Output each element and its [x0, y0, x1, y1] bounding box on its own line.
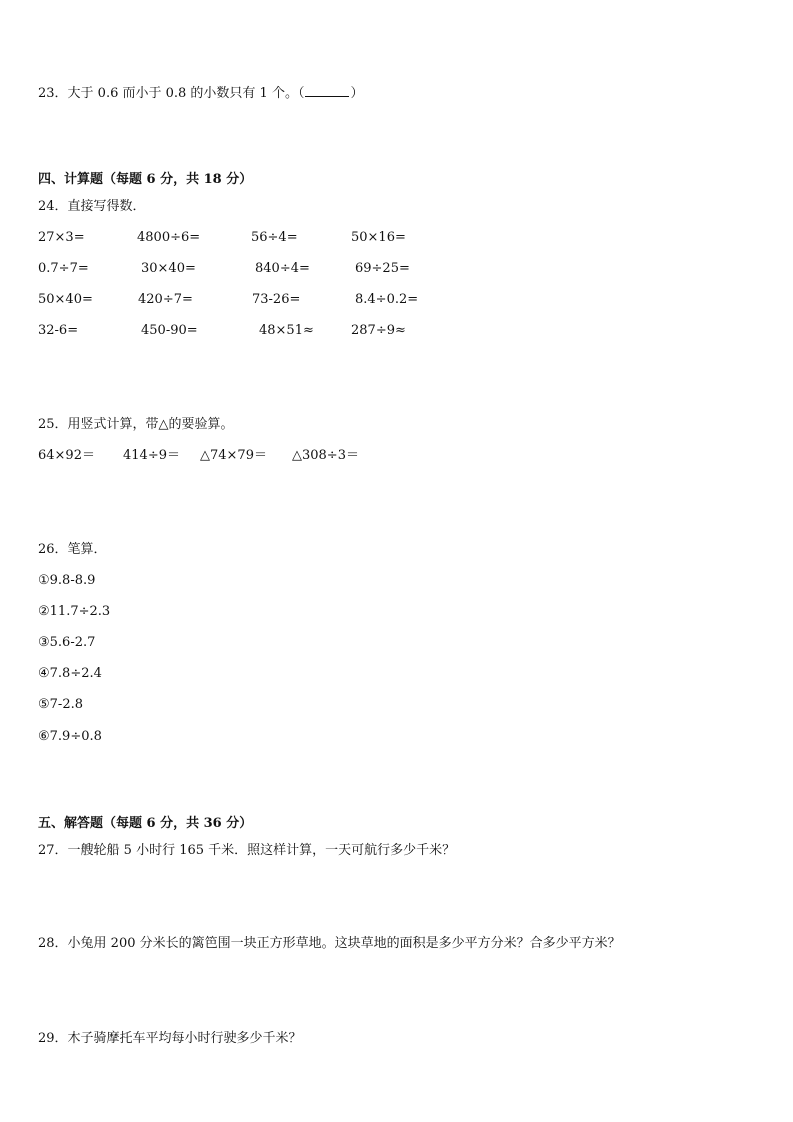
calc-item: 0.7÷7=: [38, 261, 89, 276]
vertical-calc-item: 414÷9＝: [123, 448, 180, 463]
question-23: [38, 84, 363, 102]
written-calc-item: ⑤7-2.8: [38, 697, 83, 712]
calc-item: 73-26=: [252, 292, 301, 307]
calc-item: 4800÷6=: [137, 230, 201, 245]
question-26: [38, 542, 107, 558]
vertical-calc-item: △74×79＝: [200, 448, 267, 463]
calc-item: 32-6=: [38, 323, 79, 338]
question-number: 25．: [38, 417, 68, 432]
question-text: 一艘轮船 5 小时行 165 千米．照这样计算，一天可航行多少千米？: [67, 843, 456, 858]
question-number: 28．: [38, 936, 68, 951]
question-28: [38, 936, 621, 952]
question-number: 24．: [38, 199, 68, 214]
question-text: 笔算．: [67, 542, 107, 557]
vertical-calc-item: △308÷3＝: [292, 448, 359, 463]
calc-item: 420÷7=: [138, 292, 193, 307]
calc-item: 69÷25=: [355, 261, 410, 276]
calc-item: 56÷4=: [251, 230, 298, 245]
question-text: 大于 0.6 而小于 0.8 的小数只有 1 个。（: [67, 86, 305, 101]
written-calc-item: ④7.8÷2.4: [38, 666, 102, 681]
question-number: 29．: [38, 1031, 68, 1046]
calc-item: 50×40=: [38, 292, 93, 307]
question-text-end: ）: [350, 86, 364, 101]
written-calc-item: ③5.6-2.7: [38, 635, 96, 650]
question-number: 27．: [38, 843, 68, 858]
calc-item: 450-90=: [141, 323, 198, 338]
calc-item: 8.4÷0.2=: [355, 292, 419, 307]
question-text: 用竖式计算，带△的要验算。: [67, 417, 234, 432]
question-text: 木子骑摩托车平均每小时行驶多少千米？: [67, 1031, 302, 1046]
question-24: [38, 199, 146, 215]
written-calc-item: ①9.8-8.9: [38, 573, 96, 588]
calc-item: 27×3=: [38, 230, 85, 245]
question-number: 23．: [38, 86, 68, 101]
written-calc-item: ②11.7÷2.3: [38, 604, 111, 619]
calc-item: 50×16=: [351, 230, 406, 245]
calc-item: 287÷9≈: [351, 323, 406, 338]
calc-item: 840÷4=: [255, 261, 310, 276]
vertical-calc-item: 64×92＝: [38, 448, 95, 463]
answer-blank[interactable]: [305, 84, 349, 97]
question-29: [38, 1031, 302, 1047]
section-4-title: 四、计算题（每题 6 分，共 18 分）: [38, 172, 253, 187]
question-25: [38, 417, 234, 433]
question-27: [38, 843, 455, 859]
calc-item: 30×40=: [141, 261, 196, 276]
section-5-title: 五、解答题（每题 6 分，共 36 分）: [38, 816, 253, 831]
calc-item: 48×51≈: [259, 323, 314, 338]
question-number: 26．: [38, 542, 68, 557]
question-text: 直接写得数．: [67, 199, 146, 214]
question-text: 小兔用 200 分米长的篱笆围一块正方形草地。这块草地的面积是多少平方分米？合多少平方米？: [67, 936, 621, 951]
written-calc-item: ⑥7.9÷0.8: [38, 729, 102, 744]
